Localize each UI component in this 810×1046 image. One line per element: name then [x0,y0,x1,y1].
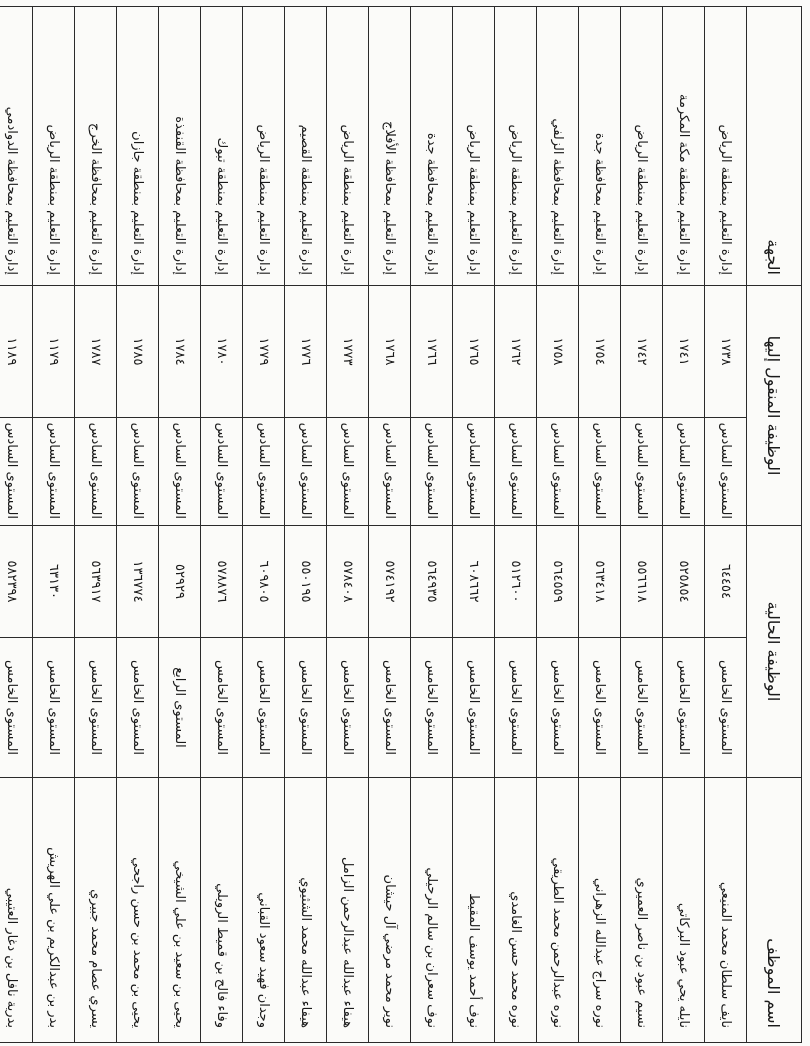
employee-name-cell: نسيم عبود بن ناصر العميري [621,778,663,1043]
new-job-number-cell: ١٧٨٥ [117,286,159,418]
employee-name-cell: هيفاء عبدالله عبدالرحمن الزامل [327,778,369,1043]
new-level-cell: المستوى السادس [201,418,243,526]
new-job-number-cell: ١٧٨٠ [201,286,243,418]
employee-name-cell: نوير محمد مرضي آل حيشان [369,778,411,1043]
table-row [579,7,621,1043]
employee-name-cell: يحيى بن سعيد بن علي الشيخي [159,778,201,1043]
new-job-number-cell: ١٧٣٨ [705,286,747,418]
employee-name-cell: نوره محمد حسن الغامدي [495,778,537,1043]
current-job-number-cell: ٥٨٢٣٩٨ [0,526,33,638]
current-job-number-cell: ٦٣١٣٠ [33,526,75,638]
current-level-cell: المستوى الخامس [495,638,537,778]
new-job-number-cell: ١٧٨٧ [75,286,117,418]
current-level-cell: المستوى الخامس [579,638,621,778]
current-level-cell: المستوى الخامس [327,638,369,778]
current-level-cell: المستوى الخامس [243,638,285,778]
current-job-number-cell: ٦٤٤٥٤ [705,526,747,638]
new-job-number-cell: ١٧٦٨ [369,286,411,418]
entity-cell: إدارة التعليم بمنطقة القصيم [285,7,327,286]
current-job-number-cell: ٥٥٠١٩٥ [285,526,327,638]
table-row [243,7,285,1043]
current-job-number-cell: ٥٦٤٩٣٥ [411,526,453,638]
table-row [117,7,159,1043]
employee-name-cell: يسري عصام محمد جبيري [75,778,117,1043]
entity-cell: إدارة التعليم بمنطقة تبوك [201,7,243,286]
current-job-number-cell: ٥٦٣٤١٨ [579,526,621,638]
current-job-number-cell: ٥٢٩٢٩ [159,526,201,638]
new-job-number-cell: ١٧٦٦ [411,286,453,418]
employee-transfer-table [0,6,802,1043]
new-level-cell: المستوى السادس [75,418,117,526]
current-level-cell: المستوى الخامس [411,638,453,778]
current-level-cell: المستوى الخامس [621,638,663,778]
table-row [495,7,537,1043]
entity-cell: إدارة التعليم بمحافظة الأفلاج [369,7,411,286]
new-level-cell: المستوى السادس [579,418,621,526]
table-row [201,7,243,1043]
new-level-cell: المستوى السادس [663,418,705,526]
current-job-number-cell: ٥١٢٦٠٠ [495,526,537,638]
new-level-cell: المستوى السادس [453,418,495,526]
employee-name-cell: نوف أحمد يوسف المقيط [453,778,495,1043]
new-job-number-cell: ١٧٤١ [663,286,705,418]
header-employee-name: اسم الموظف [747,778,802,1043]
table-row [285,7,327,1043]
entity-cell: إدارة التعليم بمحافظة القنفذة [159,7,201,286]
employee-name-cell: نايله يحي عبود البركاتي [663,778,705,1043]
employee-name-cell: هيفاء عبدالله محمد الشثيوي [285,778,327,1043]
new-level-cell: المستوى السادس [117,418,159,526]
table-row [159,7,201,1043]
header-entity: الجهة [747,7,802,286]
table-row [453,7,495,1043]
current-level-cell: المستوى الخامس [117,638,159,778]
current-job-number-cell: ٥٦٣٩١٧ [75,526,117,638]
new-level-cell: المستوى السادس [621,418,663,526]
table-row [369,7,411,1043]
new-job-number-cell: ١١٧٩ [33,286,75,418]
entity-cell: إدارة التعليم بمنطقة الرياض [33,7,75,286]
entity-cell: إدارة التعليم بمنطقة جازان [117,7,159,286]
employee-name-cell: يحيى بن محمد بن حسن راجحي [117,778,159,1043]
table-row [537,7,579,1043]
new-job-number-cell: ١٧٦٢ [495,286,537,418]
header-transferred-job: الوظيفة المنقول إليها [747,286,802,526]
current-level-cell: المستوى الخامس [33,638,75,778]
table-row [411,7,453,1043]
employee-name-cell: نوف سعران بن سالم الرحيلي [411,778,453,1043]
new-job-number-cell: ١٧٥٤ [579,286,621,418]
entity-cell: إدارة التعليم بمنطقة الرياض [495,7,537,286]
new-level-cell: المستوى السادس [33,418,75,526]
current-level-cell: المستوى الخامس [453,638,495,778]
entity-cell: إدارة التعليم بمنطقة الرياض [243,7,285,286]
current-level-cell: المستوى الخامس [537,638,579,778]
new-job-number-cell: ١٧٥٨ [537,286,579,418]
entity-cell: إدارة التعليم بمحافظة الدوادمي [0,7,33,286]
current-level-cell: المستوى الخامس [285,638,327,778]
table-row [0,7,33,1043]
table-row [621,7,663,1043]
table-row [33,7,75,1043]
current-job-number-cell: ٦٠٨٦٦٢ [453,526,495,638]
current-job-number-cell: ٥٧٤١٩٢ [369,526,411,638]
table-row [705,7,747,1043]
new-job-number-cell: ١٧٧٣ [327,286,369,418]
current-job-number-cell: ٥٧٨٤٠٨ [327,526,369,638]
current-level-cell: المستوى الخامس [75,638,117,778]
current-level-cell: المستوى الخامس [705,638,747,778]
employee-name-cell: بدر بن عبدالكريم بن علي الهريش [33,778,75,1043]
current-job-number-cell: ٦٠٩٨٠٥ [243,526,285,638]
new-job-number-cell: ١٧٧٩ [243,286,285,418]
employee-name-cell: وجدان فهيد سعود القباني [243,778,285,1043]
entity-cell: إدارة التعليم بمنطقة الرياض [705,7,747,286]
current-job-number-cell: ٥٢٥٨٥٤ [663,526,705,638]
entity-cell: إدارة التعليم بمحافظة جدة [411,7,453,286]
new-level-cell: المستوى السادس [0,418,33,526]
new-level-cell: المستوى السادس [495,418,537,526]
new-level-cell: المستوى السادس [705,418,747,526]
employee-name-cell: نوره سراج عبدالله الزهراني [579,778,621,1043]
entity-cell: إدارة التعليم بمنطقة مكة المكرمة [663,7,705,286]
current-level-cell: المستوى الخامس [663,638,705,778]
current-job-number-cell: ٥٥٦٦١٨ [621,526,663,638]
new-level-cell: المستوى السادس [285,418,327,526]
table-row [327,7,369,1043]
current-job-number-cell: ١٣٦٧٧٤ [117,526,159,638]
new-level-cell: المستوى السادس [411,418,453,526]
new-level-cell: المستوى السادس [243,418,285,526]
new-job-number-cell: ١٧٧٦ [285,286,327,418]
employee-name-cell: وفاء فالح بن قميط الرويلي [201,778,243,1043]
current-job-number-cell: ٥٦٤٥٥٩ [537,526,579,638]
current-level-cell: المستوى الخامس [0,638,33,778]
entity-cell: إدارة التعليم بمحافظة جدة [579,7,621,286]
new-level-cell: المستوى السادس [159,418,201,526]
current-level-cell: المستوى الخامس [201,638,243,778]
employee-name-cell: نايف سلطان محمد المنيعي [705,778,747,1043]
table-row [663,7,705,1043]
entity-cell: إدارة التعليم بمحافظة الزلفي [537,7,579,286]
table-row [75,7,117,1043]
new-job-number-cell: ١٧٨٤ [159,286,201,418]
table-header-row [747,7,802,1043]
entity-cell: إدارة التعليم بمنطقة الرياض [453,7,495,286]
entity-cell: إدارة التعليم بمحافظة الخرج [75,7,117,286]
new-job-number-cell: ١١٨٩ [0,286,33,418]
new-level-cell: المستوى السادس [369,418,411,526]
new-level-cell: المستوى السادس [537,418,579,526]
current-job-number-cell: ٥٧٨٨٧٦ [201,526,243,638]
new-job-number-cell: ١٧٦٥ [453,286,495,418]
new-job-number-cell: ١٧٤٢ [621,286,663,418]
current-level-cell: المستوى الخامس [369,638,411,778]
new-level-cell: المستوى السادس [327,418,369,526]
employee-name-cell: نوره عبدالرحمن محمد الطريقي [537,778,579,1043]
entity-cell: إدارة التعليم بمنطقة الرياض [327,7,369,286]
entity-cell: إدارة التعليم بمنطقة الرياض [621,7,663,286]
current-level-cell: المستوى الرابع [159,638,201,778]
header-current-job: الوظيفة الحالية [747,526,802,778]
employee-name-cell: بدرية نافل بن دغار العتيبي [0,778,33,1043]
